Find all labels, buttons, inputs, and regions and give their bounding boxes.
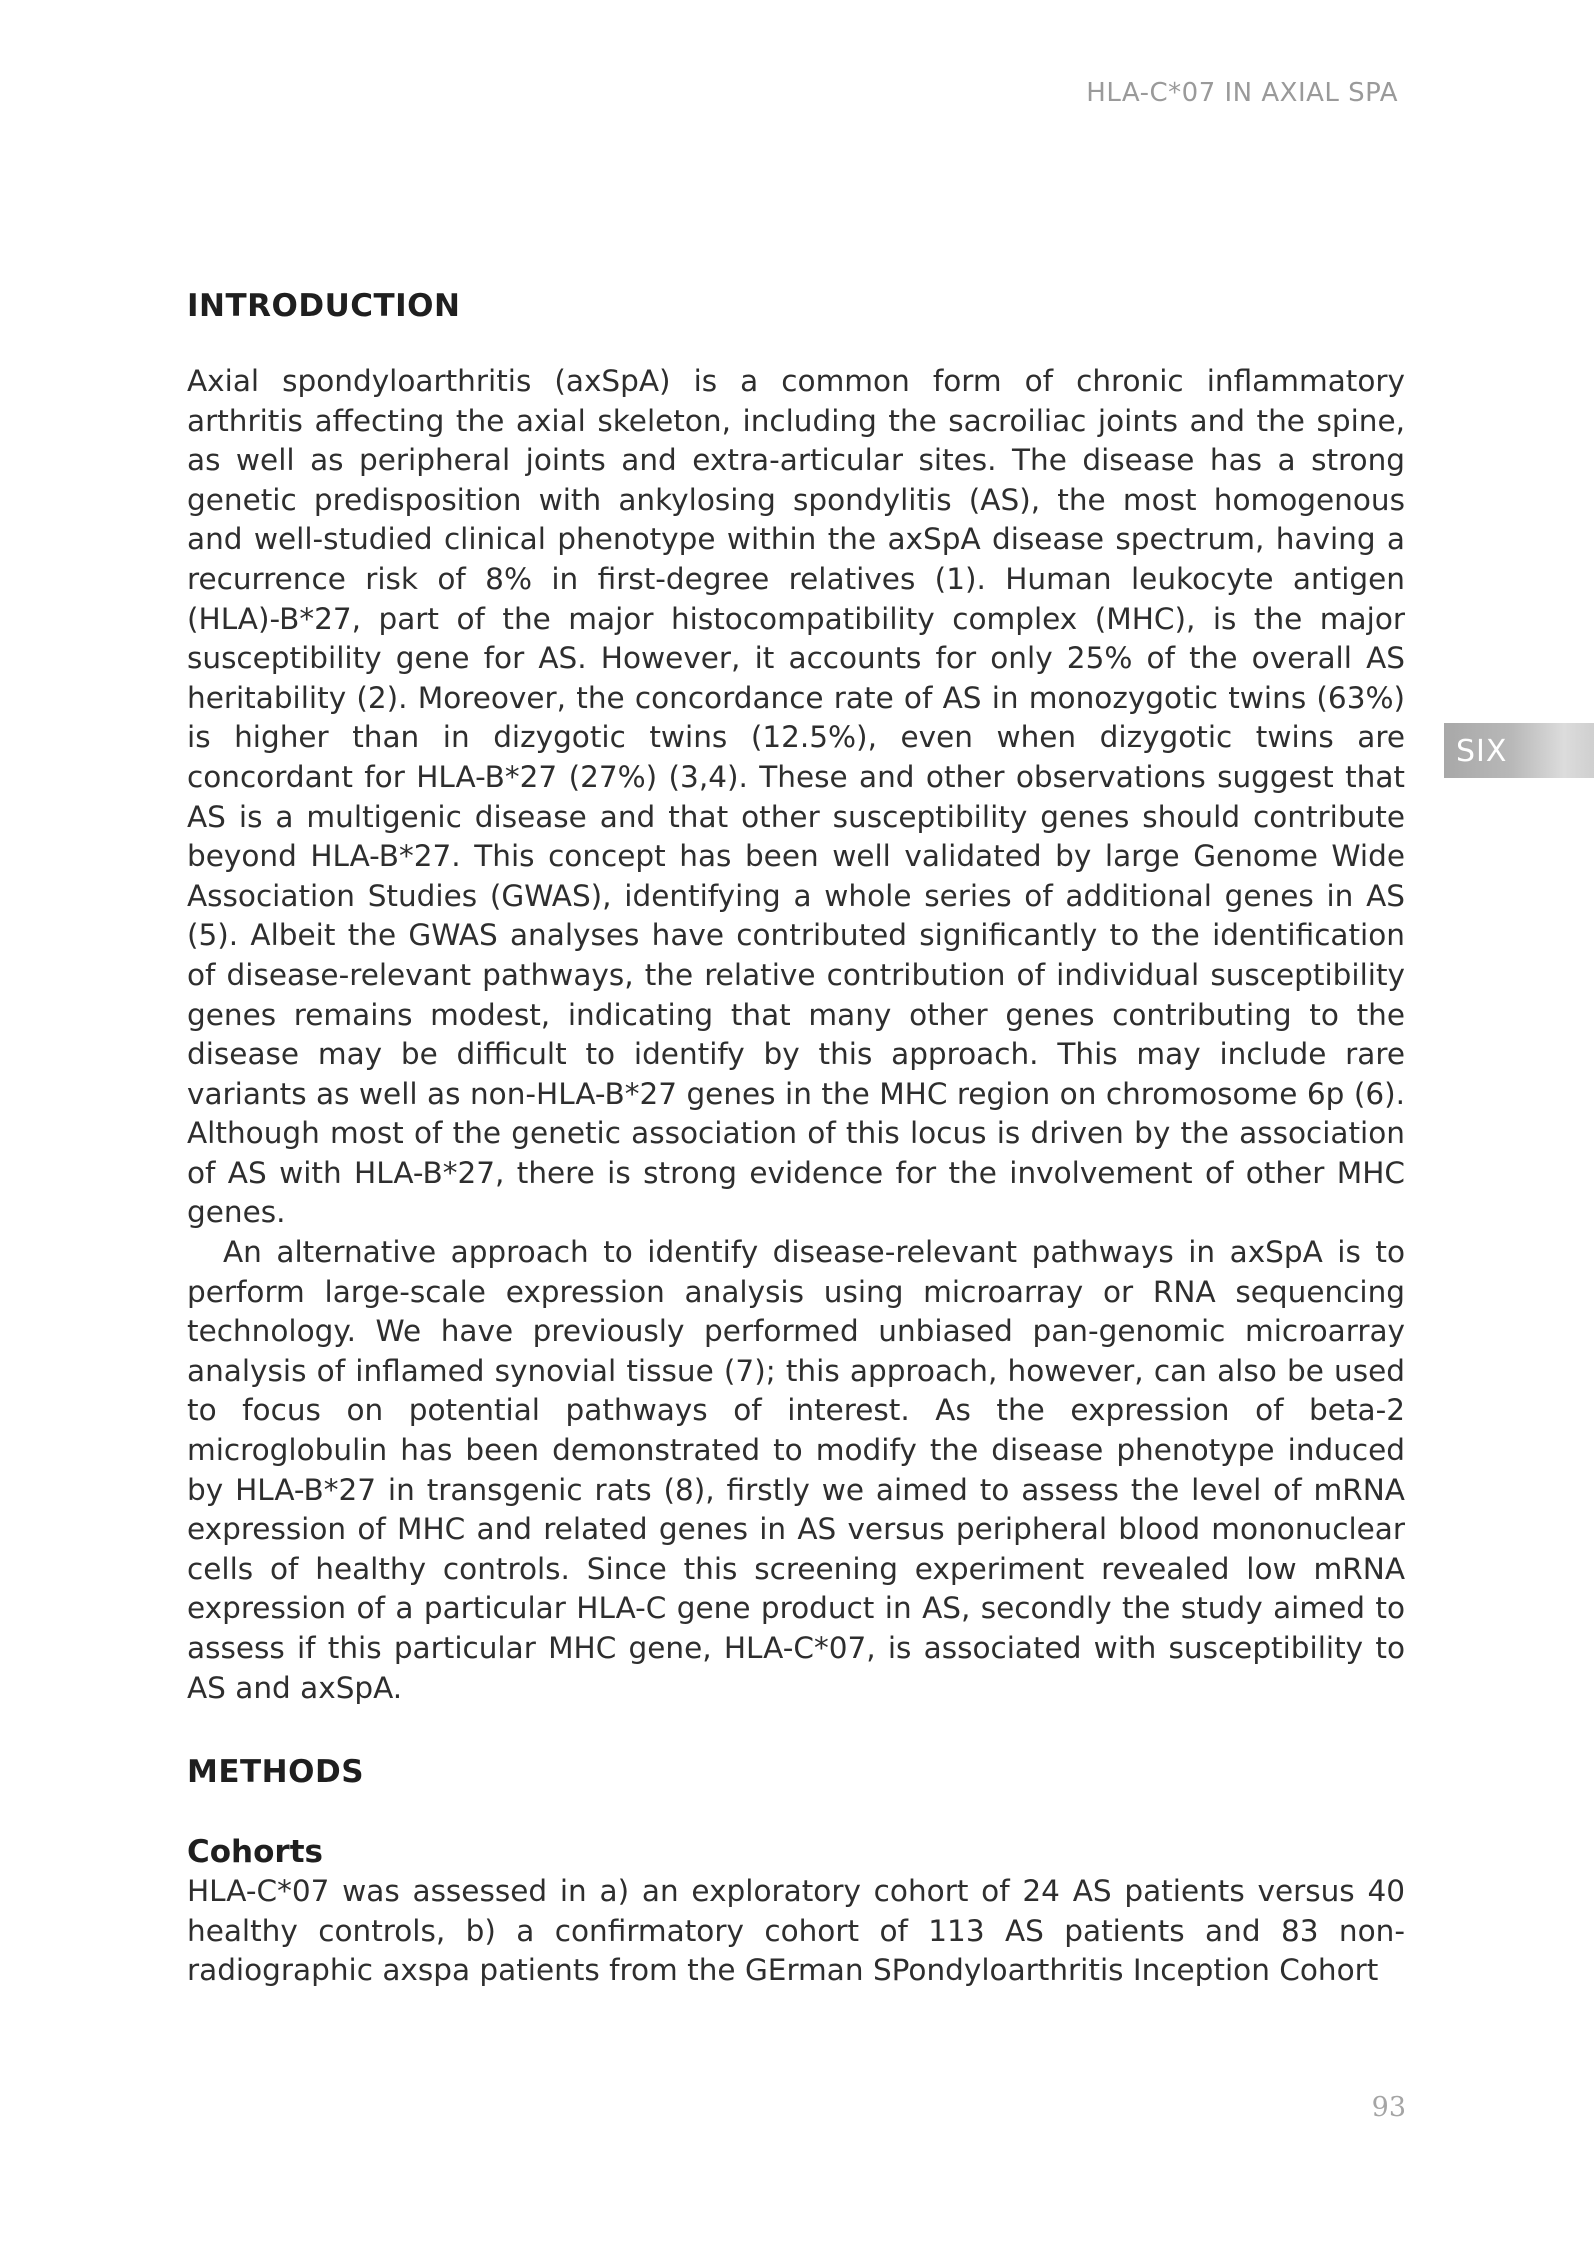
page-number: 93 (1371, 2092, 1406, 2123)
methods-heading: METHODS (187, 1754, 365, 1791)
introduction-heading: INTRODUCTION (187, 288, 461, 324)
cohorts-paragraph: HLA-C*07 was assessed in a) an exploratory cohort of 24 AS patients versus 40 healthy controls, b) a confirmatory cohort of 113 AS patients and 83 non-radiographic axspa patients from the GErman SPondyloarthritis Inception Cohort (187, 1874, 1405, 1988)
page-content (187, 282, 1405, 1991)
chapter-tab-label: SIX (1456, 734, 1508, 769)
introduction-paragraph-2: An alternative approach to identify disease-relevant pathways in axSpA is to perform large-scale expression analysis using microarray or RNA sequencing technology. We have previously performed unbiased pan-genomic microarray analysis of inflamed synovial tissue (7); this approach, however, can also be used to focus on potential pathways of interest. As the expression of beta-2 microglobulin has been demonstrated to modify the disease phenotype induced by HLA-B*27 in transgenic rats (8), firstly we aimed to assess the level of mRNA expression of MHC and related genes in AS versus peripheral blood mononuclear cells of healthy controls. Since this screening experiment revealed low mRNA expression of a particular HLA-C gene product in AS, secondly the study aimed to assess if this particular MHC gene, HLA-C*07, is associated with susceptibility to AS and axSpA. (187, 1235, 1405, 1705)
running-header: HLA-C*07 IN AXIAL SPA (1086, 78, 1398, 108)
chapter-tab (1444, 723, 1594, 778)
introduction-paragraph-1: Axial spondyloarthritis (axSpA) is a common form of chronic inflammatory arthritis affecting the axial skeleton, including the sacroiliac joints and the spine, as well as peripheral joints and extra-articular sites. The disease has a strong genetic predisposition with ankylosing spondylitis (AS), the most homogenous and well-studied clinical phenotype within the axSpA disease spectrum, having a recurrence risk of 8% in first-degree relatives (1). Human leukocyte antigen (HLA)-B*27, part of the major histocompatibility complex (MHC), is the major susceptibility gene for AS. However, it accounts for only 25% of the overall AS heritability (2). Moreover, the concordance rate of AS in monozygotic twins (63%) is higher than in dizygotic twins (12.5%), even when dizygotic twins are concordant for HLA-B*27 (27%) (3,4). These and other observations suggest that AS is a multigenic disease and that other susceptibility genes should contribute beyond HLA-B*27. This concept has been well validated by large Genome Wide Association Studies (GWAS), identifying a whole series of additional genes in AS (5). Albeit the GWAS analyses have contributed significantly to the identification of disease-relevant pathways, the relative contribution of individual susceptibility genes remains modest, indicating that many other genes contributing to the disease may be difficult to identify by this approach. This may include rare variants as well as non-HLA-B*27 genes in the MHC region on chromosome 6p (6). Although most of the genetic association of this locus is driven by the association of AS with HLA-B*27, there is strong evidence for the involvement of other MHC genes. (187, 364, 1405, 1230)
cohorts-heading: Cohorts (187, 1834, 323, 1871)
